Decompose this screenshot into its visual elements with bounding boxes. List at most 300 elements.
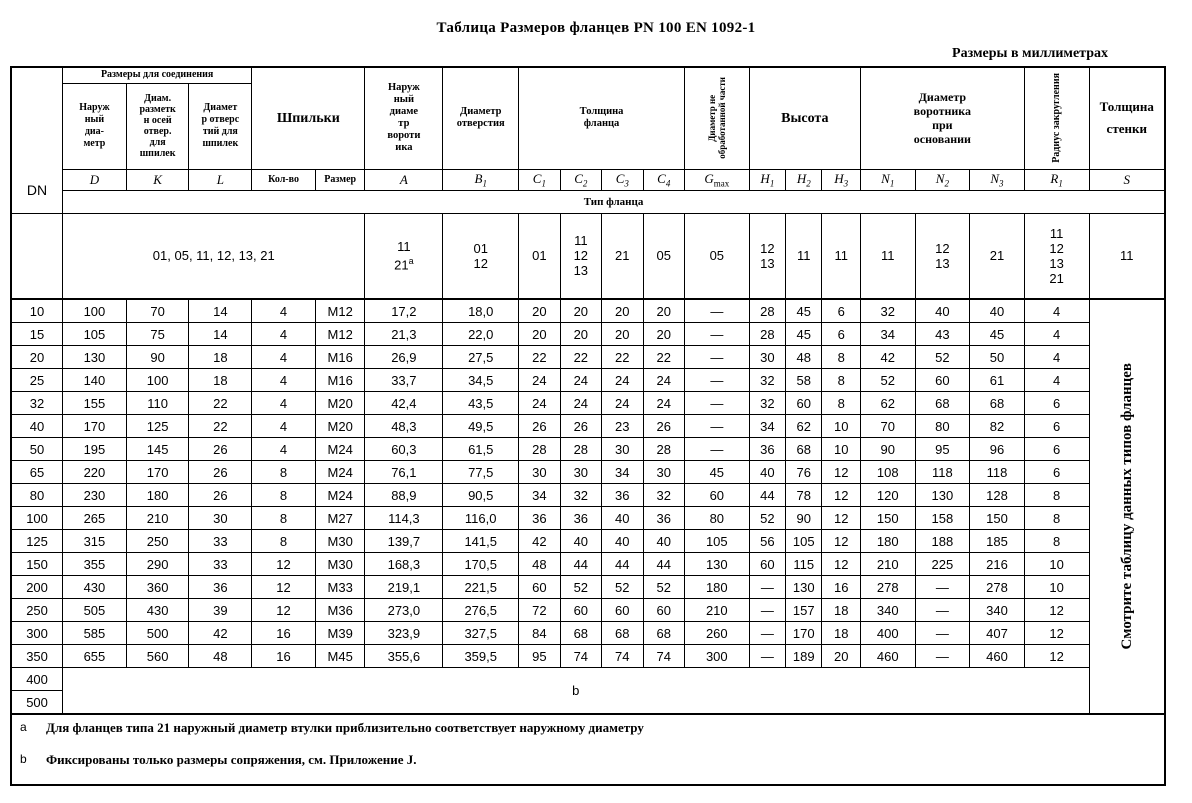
table-cell: 216	[970, 553, 1025, 576]
table-cell: 655	[63, 645, 127, 668]
table-cell: 230	[63, 484, 127, 507]
table-cell: 60	[684, 484, 749, 507]
table-cell: 430	[126, 599, 189, 622]
flange-type-header: Тип фланца	[63, 190, 1165, 213]
table-cell: 273,0	[365, 599, 443, 622]
sym-d: D	[63, 169, 127, 190]
table-row	[11, 668, 1165, 691]
table-cell: 77,5	[443, 461, 519, 484]
table-cell: 30	[749, 346, 785, 369]
dn-cell: 200	[11, 576, 63, 599]
table-cell: 315	[63, 530, 127, 553]
sym-c3: $C_3$	[602, 169, 643, 190]
type-c2: 11 12 13	[560, 213, 601, 299]
note-b-cell: b	[63, 668, 1089, 715]
table-cell: 110	[126, 392, 189, 415]
table-cell: 52	[643, 576, 684, 599]
table-cell: 44	[560, 553, 601, 576]
table-cell: 28	[519, 438, 560, 461]
table-cell: 12	[822, 461, 860, 484]
table-cell: 22	[189, 392, 252, 415]
table-cell: 96	[970, 438, 1025, 461]
table-cell: 34	[602, 461, 643, 484]
table-row	[11, 369, 1165, 392]
table-cell: 4	[252, 438, 316, 461]
table-cell: 30	[643, 461, 684, 484]
sym-c4: $C_4$	[643, 169, 684, 190]
table-cell: 265	[63, 507, 127, 530]
table-cell: 105	[63, 323, 127, 346]
table-cell: 8	[822, 392, 860, 415]
table-cell: 44	[602, 553, 643, 576]
table-cell: 23	[602, 415, 643, 438]
table-cell: 52	[560, 576, 601, 599]
table-cell: 90	[786, 507, 822, 530]
col-l-header: Диамет р отверс тий для шпилек	[189, 83, 252, 169]
table-cell: —	[915, 599, 970, 622]
table-cell: 22	[643, 346, 684, 369]
dn-cell: 40	[11, 415, 63, 438]
table-cell: 48	[189, 645, 252, 668]
table-cell: 8	[252, 530, 316, 553]
table-cell: 323,9	[365, 622, 443, 645]
table-cell: 60	[749, 553, 785, 576]
table-cell: 68	[602, 622, 643, 645]
table-cell: 12	[1024, 622, 1089, 645]
table-cell: 12	[252, 553, 316, 576]
table-cell: 60	[786, 392, 822, 415]
dn-header: DN	[11, 67, 63, 213]
table-row	[11, 323, 1165, 346]
table-cell: M20	[315, 392, 365, 415]
table-cell: 128	[970, 484, 1025, 507]
table-cell: 219,1	[365, 576, 443, 599]
table-cell: 45	[786, 323, 822, 346]
height-header: Высота	[749, 67, 860, 169]
table-cell: 68	[560, 622, 601, 645]
table-row	[11, 346, 1165, 369]
table-cell: 4	[1024, 346, 1089, 369]
table-cell: 210	[684, 599, 749, 622]
sym-n3: $N_3$	[970, 169, 1025, 190]
table-cell: 4	[1024, 369, 1089, 392]
table-cell: 60	[560, 599, 601, 622]
table-row	[11, 507, 1165, 530]
dn-cell: 65	[11, 461, 63, 484]
table-cell: 32	[749, 369, 785, 392]
col-d-header: Наруж ный диа- метр	[63, 83, 127, 169]
table-cell: 141,5	[443, 530, 519, 553]
dn-cell: 350	[11, 645, 63, 668]
table-cell: M24	[315, 438, 365, 461]
table-cell: 95	[519, 645, 560, 668]
sym-l: L	[189, 169, 252, 190]
table-cell: 74	[560, 645, 601, 668]
table-cell: 20	[560, 323, 601, 346]
table-cell: 22	[602, 346, 643, 369]
table-cell: 26	[189, 461, 252, 484]
table-cell: 43	[915, 323, 970, 346]
units-note: Размеры в миллиметрах	[952, 46, 1108, 61]
table-cell: 30	[519, 461, 560, 484]
table-cell: 20	[519, 323, 560, 346]
table-cell: 26	[560, 415, 601, 438]
table-cell: 24	[602, 369, 643, 392]
table-cell: 14	[189, 323, 252, 346]
table-cell: 45	[786, 299, 822, 323]
table-cell: 158	[915, 507, 970, 530]
table-cell: 157	[786, 599, 822, 622]
table-cell: 8	[252, 507, 316, 530]
table-cell: M39	[315, 622, 365, 645]
collar-header: Диаметр воротника при основании	[860, 67, 1024, 169]
table-cell: 460	[860, 645, 915, 668]
table-cell: 36	[643, 507, 684, 530]
side-note: Смотрите таблицу данных типов фланцев	[1118, 363, 1135, 650]
connection-group-header: Размеры для соединения	[63, 67, 252, 83]
table-cell: 430	[63, 576, 127, 599]
table-cell: 100	[63, 299, 127, 323]
col-g-header	[684, 67, 749, 169]
table-cell: 327,5	[443, 622, 519, 645]
table-cell: 68	[643, 622, 684, 645]
table-cell: 4	[252, 346, 316, 369]
table-cell: —	[915, 622, 970, 645]
table-row	[11, 576, 1165, 599]
table-cell: 8	[1024, 484, 1089, 507]
table-cell: 68	[970, 392, 1025, 415]
table-cell: 340	[860, 599, 915, 622]
table-cell: —	[915, 576, 970, 599]
table-cell: 118	[915, 461, 970, 484]
table-cell: 72	[519, 599, 560, 622]
table-cell: 36	[519, 507, 560, 530]
table-cell: M12	[315, 323, 365, 346]
table-cell: 52	[749, 507, 785, 530]
table-cell: 8	[252, 484, 316, 507]
table-cell: 180	[126, 484, 189, 507]
table-cell: 68	[786, 438, 822, 461]
table-cell: 40	[560, 530, 601, 553]
dn-cell: 300	[11, 622, 63, 645]
table-cell: 24	[519, 392, 560, 415]
table-cell: 60	[519, 576, 560, 599]
table-cell: 8	[822, 346, 860, 369]
table-cell: 4	[252, 299, 316, 323]
col-r-header	[1024, 67, 1089, 169]
table-cell: 40	[643, 530, 684, 553]
table-cell: 90,5	[443, 484, 519, 507]
sym-r1: $R_1$	[1024, 169, 1089, 190]
table-cell: 500	[126, 622, 189, 645]
table-cell: M24	[315, 484, 365, 507]
table-cell: 210	[860, 553, 915, 576]
dn-cell: 150	[11, 553, 63, 576]
table-cell: 32	[749, 392, 785, 415]
table-row	[11, 438, 1165, 461]
type-b: 01 12	[443, 213, 519, 299]
type-c3: 21	[602, 213, 643, 299]
table-cell: 60,3	[365, 438, 443, 461]
table-cell: M33	[315, 576, 365, 599]
col-r-label: Радиус закругления	[1050, 73, 1062, 164]
table-cell: 139,7	[365, 530, 443, 553]
table-cell: —	[749, 622, 785, 645]
table-cell: —	[749, 599, 785, 622]
table-cell: 105	[684, 530, 749, 553]
dn-cell: 250	[11, 599, 63, 622]
table-cell: 12	[822, 530, 860, 553]
table-row	[11, 530, 1165, 553]
bolts-header: Шпильки	[252, 67, 365, 169]
table-cell: 24	[560, 369, 601, 392]
table-cell: 20	[519, 299, 560, 323]
table-cell: 4	[252, 415, 316, 438]
table-cell: 170	[63, 415, 127, 438]
flange-table	[10, 66, 1166, 715]
table-cell: 4	[252, 369, 316, 392]
table-cell: 61,5	[443, 438, 519, 461]
table-cell: 12	[252, 599, 316, 622]
table-cell: 130	[684, 553, 749, 576]
table-cell: 62	[786, 415, 822, 438]
table-cell: 360	[126, 576, 189, 599]
table-cell: 155	[63, 392, 127, 415]
table-cell: 52	[860, 369, 915, 392]
table-row	[11, 484, 1165, 507]
table-cell: —	[684, 369, 749, 392]
table-cell: 34,5	[443, 369, 519, 392]
table-cell: 188	[915, 530, 970, 553]
table-cell: 48	[519, 553, 560, 576]
footnote-a-text: Для фланцев типа 21 наружный диаметр втулки приблизительно соответствует наружному диаметру	[46, 720, 644, 735]
sym-a: A	[365, 169, 443, 190]
type-h3: 11	[822, 213, 860, 299]
sym-qty: Кол-во	[252, 169, 316, 190]
table-cell: 10	[822, 438, 860, 461]
table-cell: M30	[315, 553, 365, 576]
table-cell: 32	[860, 299, 915, 323]
table-cell: 170	[786, 622, 822, 645]
table-cell: 40	[602, 530, 643, 553]
table-cell: 18	[189, 369, 252, 392]
table-row	[11, 553, 1165, 576]
type-g: 05	[684, 213, 749, 299]
table-cell: 185	[970, 530, 1025, 553]
table-cell: 12	[822, 507, 860, 530]
table-cell: —	[684, 299, 749, 323]
table-cell: 32	[643, 484, 684, 507]
table-cell: 60	[915, 369, 970, 392]
table-cell: M20	[315, 415, 365, 438]
table-cell: 62	[860, 392, 915, 415]
table-cell: 210	[126, 507, 189, 530]
type-n1: 11	[860, 213, 915, 299]
table-cell: 28	[560, 438, 601, 461]
table-cell: 18	[822, 599, 860, 622]
table-cell: 90	[860, 438, 915, 461]
table-cell: 17,2	[365, 299, 443, 323]
table-cell: 70	[860, 415, 915, 438]
table-cell: 80	[915, 415, 970, 438]
col-b-header: Диаметр отверстия	[443, 67, 519, 169]
table-cell: 40	[915, 299, 970, 323]
table-cell: 220	[63, 461, 127, 484]
type-c1: 01	[519, 213, 560, 299]
table-cell: 75	[126, 323, 189, 346]
table-cell: M24	[315, 461, 365, 484]
table-cell: 40	[602, 507, 643, 530]
table-cell: 400	[860, 622, 915, 645]
table-cell: 340	[970, 599, 1025, 622]
table-cell: 278	[970, 576, 1025, 599]
table-cell: 250	[126, 530, 189, 553]
table-cell: 16	[822, 576, 860, 599]
table-cell: 44	[749, 484, 785, 507]
table-cell: 125	[126, 415, 189, 438]
footnote-b-text: Фиксированы только размеры сопряжения, см. Приложение J.	[46, 752, 417, 767]
table-cell: 90	[126, 346, 189, 369]
table-cell: 100	[126, 369, 189, 392]
table-cell: 27,5	[443, 346, 519, 369]
col-k-header: Диам. разметк н осей отвер. для шпилек	[126, 83, 189, 169]
table-cell: 21,3	[365, 323, 443, 346]
table-cell: 95	[915, 438, 970, 461]
sym-c1: $C_1$	[519, 169, 560, 190]
dn-cell: 10	[11, 299, 63, 323]
type-row-dn-cell	[11, 213, 63, 299]
table-cell: 34	[749, 415, 785, 438]
table-cell: 12	[822, 484, 860, 507]
table-cell: 84	[519, 622, 560, 645]
sym-h2: $H_2$	[786, 169, 822, 190]
table-cell: 48,3	[365, 415, 443, 438]
dn-cell: 32	[11, 392, 63, 415]
type-n2: 12 13	[915, 213, 970, 299]
table-cell: 58	[786, 369, 822, 392]
table-cell: 221,5	[443, 576, 519, 599]
table-cell: 36	[602, 484, 643, 507]
table-cell: 70	[126, 299, 189, 323]
table-cell: M12	[315, 299, 365, 323]
table-cell: 24	[602, 392, 643, 415]
type-a: 11 21$^a$	[365, 213, 443, 299]
table-cell: 22	[519, 346, 560, 369]
table-cell: 18	[822, 622, 860, 645]
table-cell: 78	[786, 484, 822, 507]
table-cell: 40	[749, 461, 785, 484]
table-cell: 14	[189, 299, 252, 323]
table-cell: 12	[1024, 645, 1089, 668]
table-cell: 24	[643, 369, 684, 392]
table-row	[11, 299, 1165, 323]
table-cell: 4	[1024, 299, 1089, 323]
table-cell: 20	[560, 299, 601, 323]
table-cell: 10	[822, 415, 860, 438]
sym-c2: $C_2$	[560, 169, 601, 190]
table-cell: 12	[252, 576, 316, 599]
type-h1: 12 13	[749, 213, 785, 299]
table-cell: 20	[602, 299, 643, 323]
table-cell: 20	[822, 645, 860, 668]
sym-h3: $H_3$	[822, 169, 860, 190]
dn-cell: 50	[11, 438, 63, 461]
table-cell: 290	[126, 553, 189, 576]
table-cell: 52	[915, 346, 970, 369]
table-cell: 505	[63, 599, 127, 622]
table-cell: 168,3	[365, 553, 443, 576]
table-cell: 22	[189, 415, 252, 438]
table-cell: 74	[643, 645, 684, 668]
sym-h1: $H_1$	[749, 169, 785, 190]
table-cell: M45	[315, 645, 365, 668]
table-cell: 6	[1024, 438, 1089, 461]
table-cell: 6	[822, 323, 860, 346]
table-cell: 26,9	[365, 346, 443, 369]
table-cell: 43,5	[443, 392, 519, 415]
table-cell: —	[749, 645, 785, 668]
table-cell: 260	[684, 622, 749, 645]
footnote-b	[10, 752, 1166, 768]
table-cell: 56	[749, 530, 785, 553]
thickness-header: Толщина фланца	[519, 67, 685, 169]
table-cell: 130	[63, 346, 127, 369]
table-cell: 20	[602, 323, 643, 346]
table-cell: 16	[252, 645, 316, 668]
table-row	[11, 645, 1165, 668]
table-cell: 76	[786, 461, 822, 484]
type-c4: 05	[643, 213, 684, 299]
page-title: Таблица Размеров фланцев PN 100 EN 1092-1	[436, 20, 756, 36]
table-cell: 30	[189, 507, 252, 530]
wall-header: Толщина стенки	[1089, 67, 1165, 169]
table-cell: 120	[860, 484, 915, 507]
table-cell: 42	[860, 346, 915, 369]
table-cell: —	[749, 576, 785, 599]
table-cell: 4	[252, 392, 316, 415]
table-cell: 39	[189, 599, 252, 622]
table-cell: 60	[643, 599, 684, 622]
table-row	[11, 622, 1165, 645]
table-cell: 116,0	[443, 507, 519, 530]
table-cell: 4	[1024, 323, 1089, 346]
table-cell: 24	[519, 369, 560, 392]
dn-cell: 25	[11, 369, 63, 392]
table-cell: 42,4	[365, 392, 443, 415]
table-cell: 44	[643, 553, 684, 576]
sym-s: S	[1089, 169, 1165, 190]
sym-n2: $N_2$	[915, 169, 970, 190]
table-cell: 12	[822, 553, 860, 576]
table-cell: 407	[970, 622, 1025, 645]
table-cell: 20	[643, 323, 684, 346]
table-cell: 33	[189, 530, 252, 553]
type-r1: 11 12 13 21	[1024, 213, 1089, 299]
table-cell: 6	[1024, 415, 1089, 438]
table-cell: 30	[560, 461, 601, 484]
table-cell: 18	[189, 346, 252, 369]
table-cell: 10	[1024, 576, 1089, 599]
table-cell: 8	[822, 369, 860, 392]
col-a-header: Наруж ный диаме тр вороти ика	[365, 67, 443, 169]
table-cell: 24	[560, 392, 601, 415]
table-cell: 22	[560, 346, 601, 369]
table-cell: 28	[643, 438, 684, 461]
table-cell: 355	[63, 553, 127, 576]
table-row	[11, 599, 1165, 622]
table-cell: 88,9	[365, 484, 443, 507]
table-cell: 115	[786, 553, 822, 576]
